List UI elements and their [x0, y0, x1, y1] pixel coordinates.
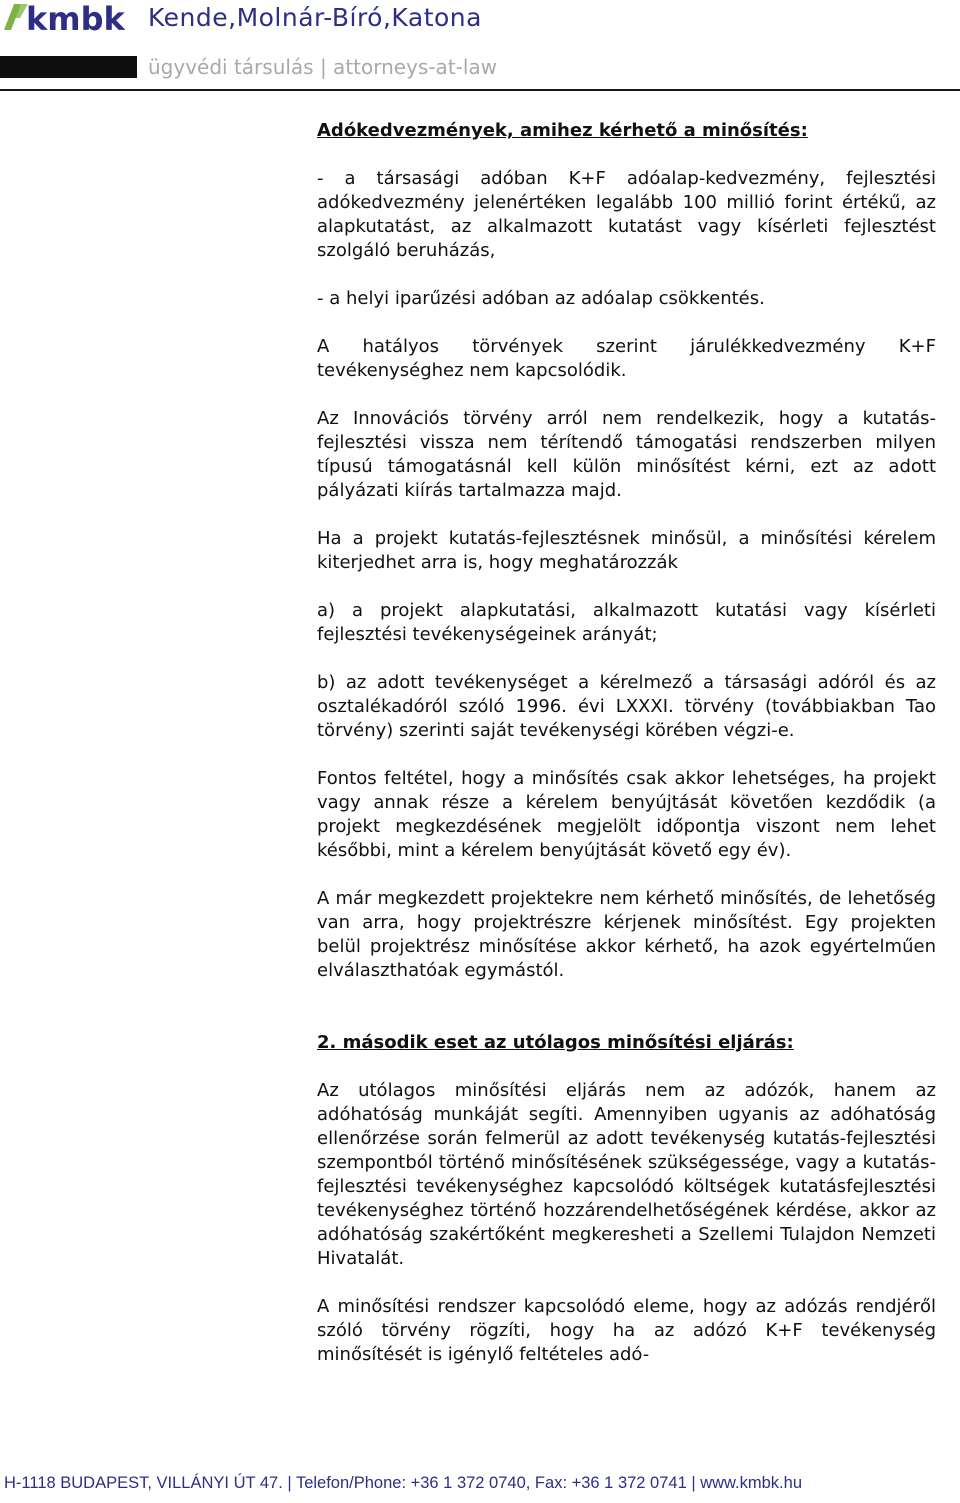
paragraph: a) a projekt alapkutatási, alkalmazott kutatási vagy kísérleti fejlesztési tevékenységeinek arányát; [317, 600, 936, 645]
logo-text: kmbk [26, 0, 125, 38]
header-divider [0, 89, 960, 91]
paragraph: - a helyi iparűzési adóban az adóalap csökkentés. [317, 288, 765, 309]
document-body [317, 119, 936, 1391]
paragraph: Az Innovációs törvény arról nem rendelkezik, hogy a kutatás-fejlesztési vissza nem térítendő támogatási rendszerben milyen típusú támogatásnál kell külön minősítést kérni, ezt az adott pályázati kiírás tartalmazza majd. [317, 408, 936, 501]
section-heading: Adókedvezmények, amihez kérhető a minősítés: [317, 120, 808, 141]
letterhead [0, 0, 960, 92]
paragraph: b) az adott tevékenységet a kérelmező a társasági adóról és az osztalékadóról szóló 1996. évi LXXXI. törvény (továbbiakban Tao törvény) szerinti saját tevékenységi körében végzi-e. [317, 672, 936, 741]
kmbk-logo [4, 0, 144, 38]
header-bar [0, 56, 137, 78]
section-heading: 2. második eset az utólagos minősítési eljárás: [317, 1032, 794, 1053]
paragraph: Az utólagos minősítési eljárás nem az adózók, hanem az adóhatóság munkáját segíti. Amennyiben ugyanis az adóhatóság ellenőrzése során felmerül az adott tevékenység kutatás-fejlesztési szempontból történő minősítésének szükségessége, vagy a kutatás-fejlesztési tevékenységhez kapcsolódó költségek kutatásfejlesztési tevékenységhez történő hozzárendelhetőségének kérdése, akkor az adóhatóság szakértőként megkeresheti a Szellemi Tulajdon Nemzeti Hivatalát. [317, 1080, 936, 1269]
firm-name: Kende,Molnár-Bíró,Katona [148, 3, 482, 32]
paragraph: - a társasági adóban K+F adóalap-kedvezmény, fejlesztési adókedvezmény jelenértéken legalább 100 millió forint értékű, az alapkutatást, az alkalmazott kutatást vagy kísérleti fejlesztést szolgáló beruházás, [317, 168, 936, 261]
tagline: ügyvédi társulás | attorneys-at-law [148, 55, 498, 79]
paragraph: A hatályos törvények szerint járulékkedvezmény K+F tevékenységhez nem kapcsolódik. [317, 336, 936, 381]
paragraph: Fontos feltétel, hogy a minősítés csak akkor lehetséges, ha projekt vagy annak része a kérelem benyújtását követően kezdődik (a projekt megkezdésének megjelölt időpontja viszont nem lehet későbbi, mint a kérelem benyújtását követő egy év). [317, 768, 936, 861]
paragraph: A már megkezdett projektekre nem kérhető minősítés, de lehetőség van arra, hogy projektrészre kérjenek minősítést. Egy projekten belül projektrész minősítése akkor kérhető, ha azok egyértelműen elválaszthatóak egymástól. [317, 888, 936, 981]
paragraph: A minősítési rendszer kapcsolódó eleme, hogy az adózás rendjéről szóló törvény rögzíti, hogy ha az adózó K+F tevékenység minősítését is igénylő feltételes adó- [317, 1296, 936, 1365]
footer-contact: H-1118 BUDAPEST, VILLÁNYI ÚT 47. | Telefon/Phone: +36 1 372 0740, Fax: +36 1 372 0741 | www.kmbk.hu [4, 1474, 802, 1492]
paragraph: Ha a projekt kutatás-fejlesztésnek minősül, a minősítési kérelem kiterjedhet arra is, hogy meghatározzák [317, 528, 936, 573]
